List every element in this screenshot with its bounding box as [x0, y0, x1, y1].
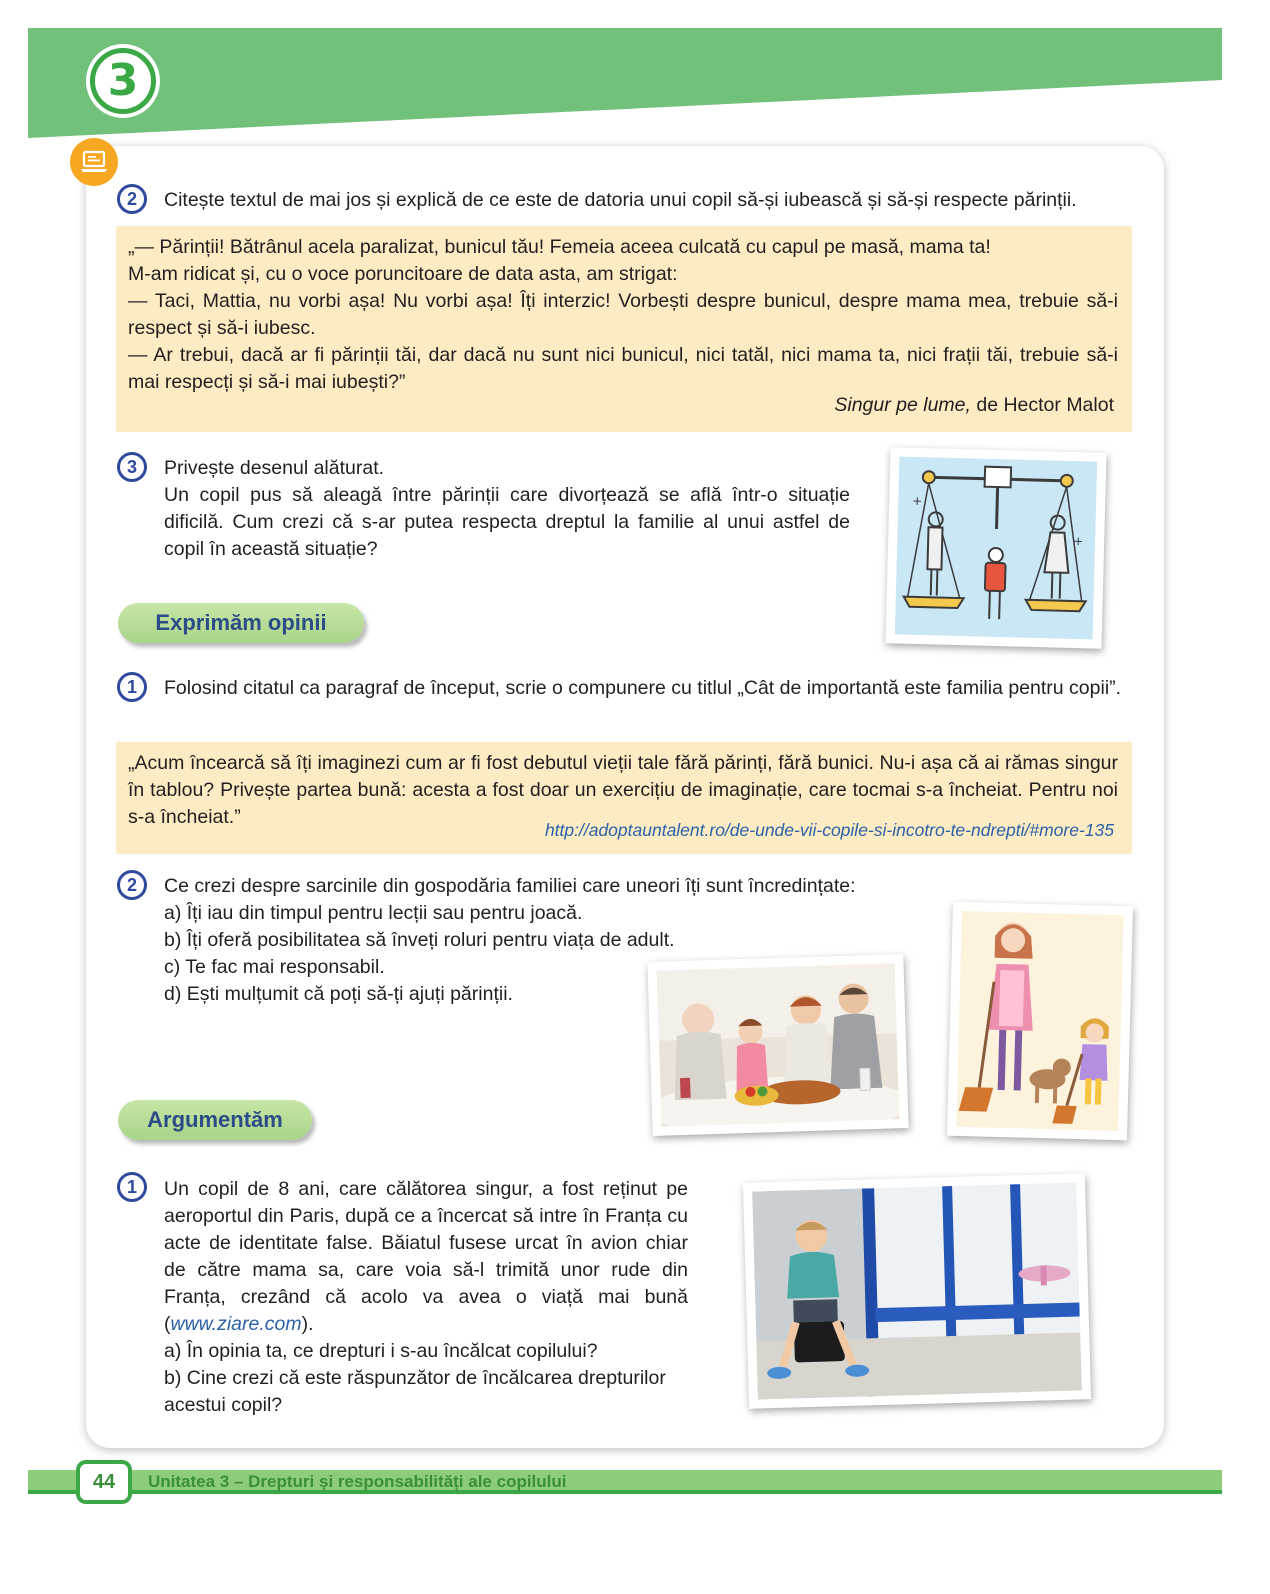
option-c: c) Te fac mai responsabil.	[164, 956, 385, 978]
quote-line: „— Părinții! Bătrânul acela paralizat, bunicul tău! Femeia aceea culcată cu capul pe masă, mama ta!	[128, 236, 991, 258]
arguments-question-b: b) Cine crezi că este răspunzător de încălcarea drepturilor	[164, 1367, 666, 1389]
arguments-ex1-text: Un copil de 8 ani, care călătorea singur, a fost reținut pe aeroportul din Paris, după ce a încercat să intre în Franța cu acte de identitate false. Băiatul fusese urcat în avion chiar de către mama sa, care voia să-l trimită unor rude din Franța, crezând că acolo va avea o viață mai bună (	[164, 1178, 688, 1335]
exercise-3-line1: Privește desenul alăturat.	[164, 457, 385, 479]
page-number: 44	[76, 1460, 132, 1504]
section-title-arguments: Argumentăm	[118, 1100, 312, 1140]
quote-line: — Ar trebui, dacă ar fi părinții tăi, dar dacă nu sunt nici bunicul, nici tatăl, nici mama ta, nici frații tăi, trebuie să-i mai respecți și să-i mai iubești?”	[128, 344, 1118, 393]
laptop-icon	[70, 138, 118, 186]
quote-line: — Taci, Mattia, nu vorbi așa! Nu vorbi așa! Îți interzic! Vorbești despre bunicul, despre mama mea, trebuie să-i respect și să-i iubesc.	[128, 290, 1118, 339]
exercise-number: 1	[117, 672, 147, 702]
source-author: de Hector Malot	[970, 394, 1114, 416]
boy-airport-photo	[743, 1173, 1091, 1408]
quote-line: M-am ridicat și, cu o voce poruncitoare de data asta, am strigat:	[128, 263, 678, 285]
mother-daughter-chores-illustration	[947, 902, 1133, 1141]
family-dinner-photo	[647, 954, 908, 1136]
exercise-number: 2	[117, 184, 147, 214]
arguments-ex1-text-end: ).	[301, 1313, 314, 1335]
exercise-number: 1	[117, 1172, 147, 1202]
option-a: a) Îți iau din timpul pentru lecții sau pentru joacă.	[164, 902, 583, 924]
exercise-2-prompt: Citește textul de mai jos și explică de ce este de datoria unui copil să-și iubească și să-și respecte părinții.	[164, 189, 1077, 211]
opinions-ex2-prompt: Ce crezi despre sarcinile din gospodăria familiei care uneori îți sunt încredințate:	[164, 875, 856, 897]
quote-text: „Acum încearcă să îți imaginezi cum ar fi fost debutul vieții tale fără părinți, fără bunici. Nu-i așa că ai rămas singur în tablou? Privește partea bună: acesta a fost doar un exercițiu de imaginație, care tocmai s-a încheiat. Pentru noi s-a încheiat.”	[128, 752, 1118, 828]
svg-text:+: +	[1073, 534, 1084, 549]
opinions-ex1-prompt: Folosind citatul ca paragraf de început, scrie o compunere cu titlul „Cât de importantă este familia pentru copii”.	[164, 677, 1122, 699]
header-band	[28, 28, 1222, 138]
source-title: Singur pe lume,	[834, 394, 971, 416]
arguments-ex1-body	[164, 1176, 688, 1338]
exercise-3-body: Un copil pus să aleagă între părinții care divorțează se află într-o situație dificilă. Cum crezi că s-ar putea respecta dreptul la familie al unui astfel de copil în această situație?	[164, 484, 850, 560]
svg-text:+: +	[912, 493, 923, 509]
unit-number-badge	[86, 44, 160, 118]
arguments-question-a: a) În opinia ta, ce drepturi i s-au încălcat copilului?	[164, 1340, 598, 1362]
exercise-number: 2	[117, 870, 147, 900]
exercise-number: 3	[117, 452, 147, 482]
option-d: d) Ești mulțumit că poți să-ți ajuți părinții.	[164, 983, 513, 1005]
section-title-opinions: Exprimăm opinii	[118, 603, 364, 643]
quote-link[interactable]: http://adoptauntalent.ro/de-unde-vii-copile-si-incotro-te-ndrepti/#more-135	[544, 820, 1114, 840]
quote-box-malot	[116, 226, 1132, 432]
footer-unit-title: Unitatea 3 – Drepturi și responsabilități ale copilului	[148, 1472, 567, 1491]
quote-box-adoption	[116, 742, 1132, 854]
option-b: b) Îți oferă posibilitatea să înveți roluri pentru viața de adult.	[164, 929, 675, 951]
arguments-question-b-cont: acestui copil?	[164, 1394, 283, 1416]
balance-scale-illustration	[885, 447, 1106, 649]
ziare-link[interactable]: www.ziare.com	[170, 1313, 302, 1335]
unit-number: 3	[107, 55, 139, 106]
quote-source	[834, 394, 1114, 417]
